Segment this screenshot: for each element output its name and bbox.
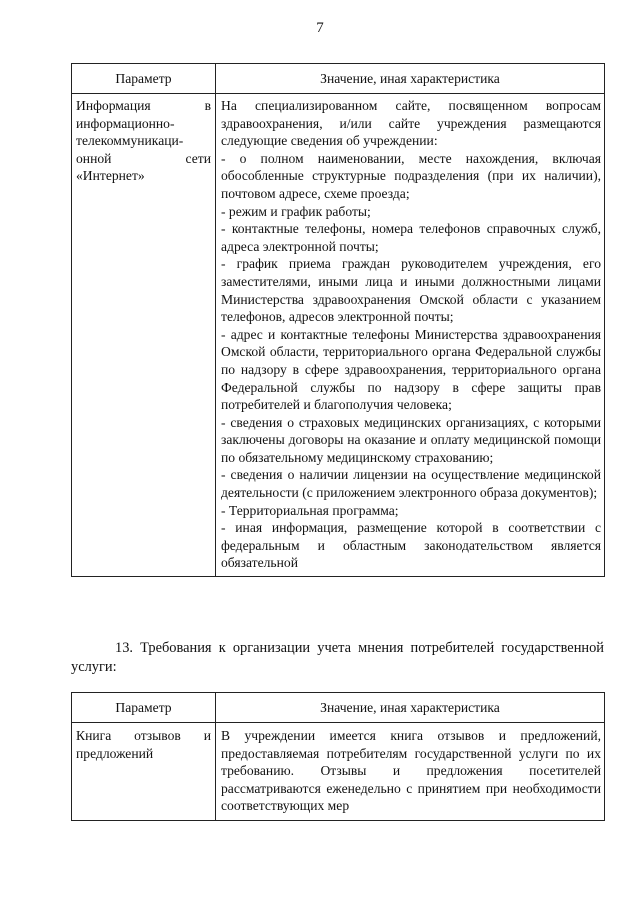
table-header-row	[72, 693, 605, 723]
param-line: Информация в	[76, 98, 211, 113]
value-paragraph: - адрес и контактные телефоны Министерства здравоохранения Омской области, территориального органа Федеральной службы по надзору в сфере здравоохранения, территориального органа Федеральной службы по надзору в сфере защиты прав потребителей и благополучия человека;	[221, 326, 601, 413]
param-line: «Интернет»	[76, 168, 145, 184]
value-paragraph: - контактные телефоны, номера телефонов справочных служб, адреса электронной почты;	[221, 221, 601, 254]
value-paragraph: На специализированном сайте, посвященном вопросам здравоохранения, и/или сайте учреждения размещаются следующие сведения об учреждении:	[221, 98, 601, 149]
value-paragraph: - сведения о наличии лицензии на осуществление медицинской деятельности (с приложением электронного образа документов);	[221, 467, 601, 501]
param-column-header: Параметр	[72, 64, 216, 94]
info-requirements-table	[71, 63, 605, 577]
value-column-header: Значение, иная характеристика	[216, 64, 605, 94]
section-13-heading: 13. Требования к организации учета мнения потребителей государственной услуги:	[71, 640, 604, 675]
value-paragraph: - график приема граждан руководителем учреждения, его заместителями, иными лица и иными должностными лицами Министерства здравоохранения Омской области с указанием телефонов, адресов электронной почты;	[221, 256, 601, 325]
param-line: онной сети	[76, 150, 211, 166]
param-line: телекоммуникаци-	[76, 133, 184, 149]
value-cell	[216, 94, 605, 577]
param-line: информационно-	[76, 115, 175, 131]
table-header-row	[72, 64, 605, 94]
value-paragraph: В учреждении имеется книга отзывов и предложений, предоставляемая потребителям государственной услуги по их требованию. Отзывы и предложения посетителей рассматриваются еженедельно с принятием при необходимости соответствующих мер	[221, 728, 601, 814]
value-cell	[216, 723, 605, 821]
value-paragraph: - режим и график работы;	[221, 203, 371, 219]
feedback-requirements-table	[71, 692, 605, 821]
value-paragraph: - Территориальная программа;	[221, 502, 399, 518]
param-line: Книга отзывов и	[76, 728, 211, 743]
page-number: 7	[316, 20, 324, 36]
param-cell	[72, 94, 216, 577]
param-column-header: Параметр	[72, 693, 216, 723]
value-paragraph: - иная информация, размещение которой в соответствии с федеральным и областным законодательством является обязательной	[221, 520, 601, 571]
table-row	[72, 723, 605, 821]
param-line: предложений	[76, 745, 154, 761]
value-paragraph: - сведения о страховых медицинских организациях, с которыми заключены договоры на оказание и оплату медицинской помощи по обязательному медицинскому страхованию;	[221, 414, 601, 465]
value-paragraph: - о полном наименовании, месте нахождения, включая обособленные структурные подразделения (при их наличии), почтовом адресе, схеме проезда;	[221, 150, 601, 201]
table-row	[72, 94, 605, 577]
value-column-header: Значение, иная характеристика	[216, 693, 605, 723]
param-cell	[72, 723, 216, 821]
